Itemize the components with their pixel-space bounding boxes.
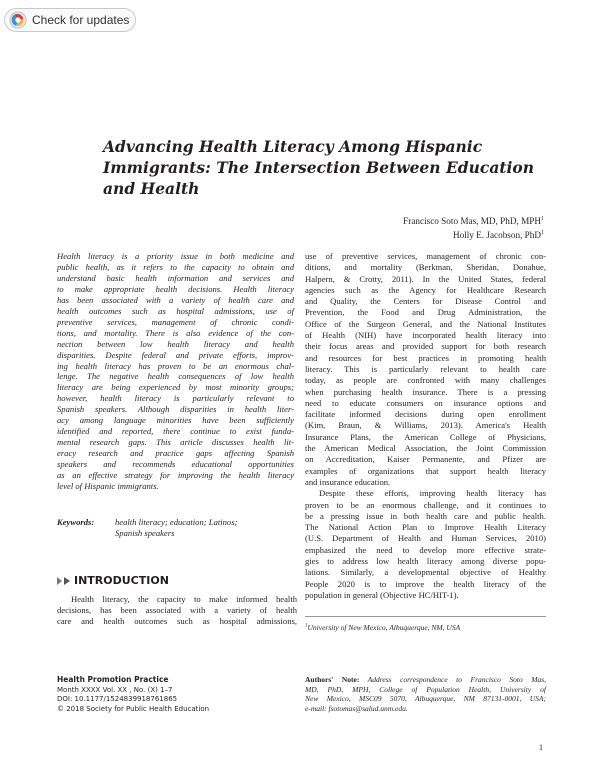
footnote-divider [305, 616, 546, 617]
keywords-label: Keywords: [57, 517, 95, 527]
abstract-line: lenge. The negative health consequences of low health [57, 371, 294, 382]
body-line: and Quality, the Centers for Disease Control and [305, 296, 546, 307]
abstract-line: however, health literacy is particularly relevant to [57, 393, 294, 404]
body-line: their focus areas and provided support for both research [305, 341, 546, 352]
article-title [103, 136, 535, 199]
body-line: Halpern, & Crotty, 2011). In the United States, federal [305, 273, 546, 284]
body-line: gies to address low health literacy among diverse popu- [305, 556, 546, 567]
author-name: Holly E. Jacobson, PhD [452, 230, 541, 241]
body-line: literacy. This is particularly relevant to health care [305, 363, 546, 374]
section-arrow-icon [64, 577, 70, 585]
authors-note-line: New Mexico, MSC09 5070, Albuquerque, NM 87131-0001, USA; [305, 694, 546, 703]
body-line: Insurance Plans, the American College of Physicians, [305, 431, 546, 442]
author-1 [403, 213, 544, 227]
body-line: Prevention, the Food and Drug Administration, the [305, 307, 546, 318]
abstract-line: disparities. Despite federal and private efforts, improv- [57, 349, 294, 360]
title-line: Advancing Health Literacy Among Hispanic [103, 137, 483, 156]
body-line: lations. Similarly, a developmental objective of Healthy [305, 567, 546, 578]
abstract-line: level of Hispanic immigrants. [57, 481, 159, 492]
body-line: when purchasing health insurance. There is a pressing [305, 386, 546, 397]
abstract-line: eracy research and practice gaps affecting Spanish [57, 448, 294, 459]
journal-copyright: © 2018 Society for Public Health Education [57, 704, 210, 713]
journal-name: Health Promotion Practice [57, 675, 169, 684]
title-line: and Health [103, 179, 200, 198]
abstract [57, 251, 294, 492]
body-line: of Health (NIH) have incorporated health literacy into [305, 330, 546, 341]
introduction-text [57, 594, 297, 627]
body-line: People 2020 is to improve the health literacy of the [305, 578, 546, 589]
body-line: on Accreditation, Kaiser Permanente, and Pfizer are [305, 454, 546, 465]
abstract-line: speakers and recommends educational opportunities [57, 459, 294, 470]
abstract-line: literacy are being experienced by most minority groups; [57, 382, 294, 393]
journal-info [57, 675, 297, 714]
body-line: the American Medical Association, the Joint Commission [305, 443, 546, 454]
abstract-line: preventive services, management of chronic condi- [57, 316, 294, 327]
abstract-line: acy among language minorities have been sufficiently [57, 415, 294, 426]
crossmark-icon [9, 11, 27, 29]
authors-note-line: Address correspondence to Francisco Soto Mas, [359, 675, 547, 684]
authors-note [305, 675, 546, 713]
abstract-line: to make appropriate health decisions. Health literacy [57, 283, 294, 294]
body-line: ditions, and mortality (Berkman, Sheridan, Donahue, [305, 262, 546, 273]
abstract-line: has been associated with a variety of health care and [57, 294, 294, 305]
body-line: (U.S. Department of Health and Human Services, 2010) [305, 533, 546, 544]
authors-note-line: MD, PhD, MPH, College of Population Health, University of [305, 684, 546, 694]
body-line: facilitate informed decisions during open enrollment [305, 409, 546, 420]
footnote-text: University of New Mexico, Albuquerque, NM, USA [307, 623, 461, 632]
title-line: Immigrants: The Intersection Between Education [103, 158, 535, 177]
body-line: population in general (Objective HC/HIT-1). [305, 589, 459, 600]
body-line: Office of the Surgeon General, and the National Institutes [305, 318, 546, 329]
abstract-line: ing health literacy has proven to be an enormous chal- [57, 360, 294, 371]
body-line: Despite these efforts, improving health literacy has [319, 488, 546, 499]
abstract-line: as an effective strategy for improving the health literacy [57, 470, 294, 481]
body-line: need to educate consumers on insurance options and [305, 397, 546, 408]
abstract-line: Health literacy is a priority issue in both medicine and [57, 251, 294, 261]
body-line: be a pressing issue in both health care and public health. [305, 510, 546, 521]
abstract-line: mental research gaps. This article discusses health lit- [57, 437, 294, 448]
abstract-line: nection between low health literacy and health [57, 338, 294, 349]
section-heading-introduction [57, 574, 169, 587]
page-number: 1 [539, 743, 543, 752]
keywords-line: health literacy; education; Latinos; [115, 517, 238, 527]
footnote-marker: 1 [305, 623, 308, 629]
journal-doi: DOI: 10.1177/1524839918761865 [57, 695, 178, 704]
body-line: emphasized the need to develop more effective strate- [305, 544, 546, 555]
abstract-line: public health, as it refers to the capacity to obtain and [57, 261, 294, 272]
body-line: examples of organizations that support health literacy [305, 465, 546, 476]
body-line: decisions, has been associated with a variety of health [57, 604, 297, 615]
abstract-line: Spanish speakers. Although disparities in health liter- [57, 404, 294, 415]
affiliation-footnote [305, 623, 460, 632]
author-name: Francisco Soto Mas, MD, PhD, MPH [403, 216, 541, 227]
body-line: Health literacy, the capacity to make informed health [71, 594, 297, 604]
body-line: agencies such as the Agency for Healthcare Research [305, 284, 546, 295]
author-list [403, 213, 544, 241]
author-affiliation-marker: 1 [541, 216, 544, 222]
right-column-body [305, 251, 546, 601]
section-heading-label: INTRODUCTION [74, 574, 169, 587]
body-line: care and health outcomes such as hospital admissions, [57, 615, 297, 626]
abstract-line: understand basic health information and services and [57, 272, 294, 283]
author-2 [403, 227, 544, 241]
body-line: The National Action Plan to Improve Health Literacy [305, 522, 546, 533]
author-affiliation-marker: 1 [541, 230, 544, 237]
journal-issue: Month XXXX Vol. XX , No. (X) 1–7 [57, 685, 173, 694]
body-line: and resources for best practices in promoting health [305, 352, 546, 363]
body-line: proven to be an enormous challenge, and it continues to [305, 499, 546, 510]
authors-note-line: e-mail: fsotomas@salud.unm.edu. [305, 703, 408, 713]
body-line: today, as people are confronted with many challenges [305, 375, 546, 386]
keywords-values [115, 517, 293, 539]
authors-note-label: Authors' Note: [305, 675, 360, 684]
check-for-updates-button[interactable] [4, 8, 136, 32]
body-line: and insurance education. [305, 476, 391, 487]
abstract-line: health outcomes such as hospital admissions, use of [57, 305, 294, 316]
keywords-line: Spanish speakers [115, 528, 175, 538]
body-line: (Kim, Braun, & Williams, 2013). America's Health [305, 420, 546, 431]
section-arrow-icon [57, 577, 62, 585]
check-for-updates-label: Check for updates [32, 13, 130, 27]
body-line: use of preventive services, management of chronic con- [305, 251, 546, 261]
abstract-line: identified and reported, there continue to exist funda- [57, 426, 294, 437]
abstract-line: tions, and mortality. There is also evidence of the con- [57, 327, 294, 338]
